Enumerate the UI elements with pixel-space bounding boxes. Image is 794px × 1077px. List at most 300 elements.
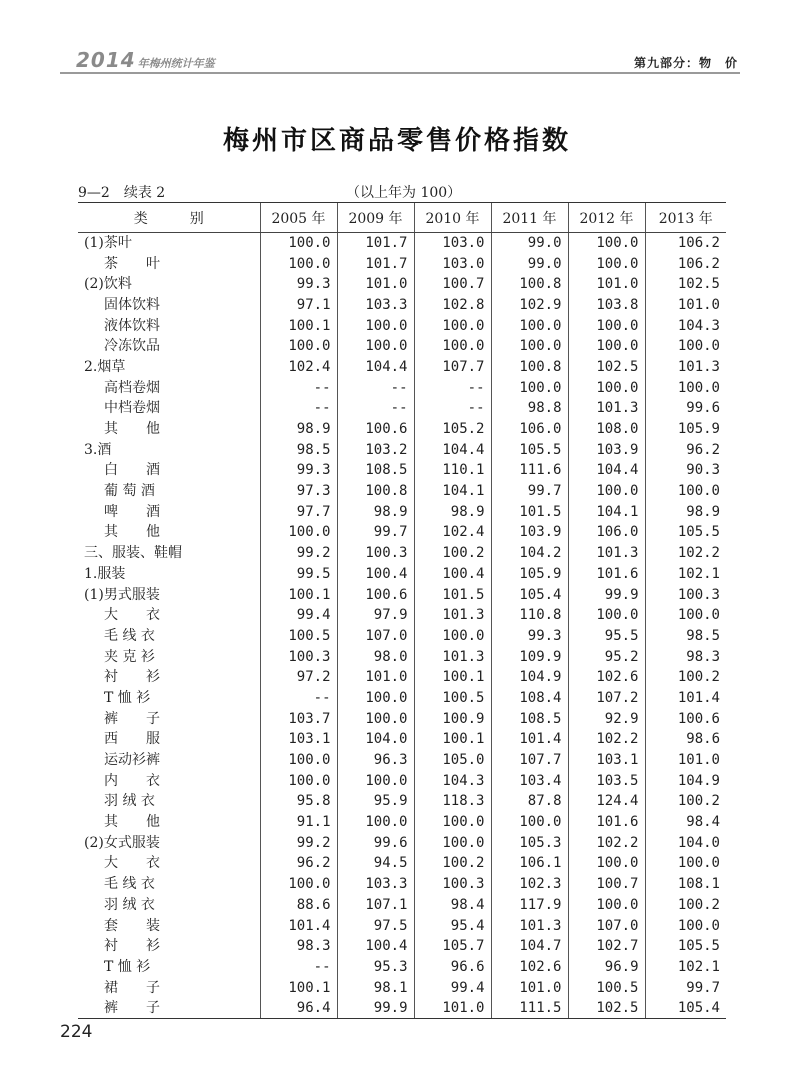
table-row: [78, 874, 726, 895]
table-row: [78, 501, 726, 522]
table-row: [78, 812, 726, 833]
column-header-2009: 2009 年: [337, 203, 414, 233]
index-value-2013: 105.4: [645, 998, 726, 1019]
yearbook-year: 2014: [76, 48, 136, 72]
index-value-2012: 101.3: [568, 543, 645, 564]
index-value-2012: 100.0: [568, 853, 645, 874]
index-value-2011: 100.0: [491, 336, 568, 357]
base-note: （以上年为 100）: [346, 185, 462, 201]
index-value-2005: 99.3: [260, 460, 337, 481]
row-category: 中档卷烟: [104, 400, 160, 417]
table-row: [78, 998, 726, 1019]
index-value-2009: 99.7: [337, 522, 414, 543]
index-value-2009: 97.5: [337, 915, 414, 936]
section-label: 第九部分：物 价: [633, 56, 738, 70]
index-value-2005: 100.0: [260, 770, 337, 791]
index-value-2009: 104.4: [337, 357, 414, 378]
row-category: T 恤 衫: [104, 958, 151, 975]
table-row: [78, 936, 726, 957]
index-value-2005: 96.2: [260, 853, 337, 874]
index-value-2013: 102.5: [645, 274, 726, 295]
index-value-2010: 98.9: [414, 501, 491, 522]
index-value-2010: 100.7: [414, 274, 491, 295]
index-value-2012: 103.8: [568, 295, 645, 316]
index-value-2009: 101.0: [337, 667, 414, 688]
index-value-2009: 100.4: [337, 564, 414, 585]
table-row: [78, 377, 726, 398]
index-value-2011: 117.9: [491, 895, 568, 916]
table-row: [78, 977, 726, 998]
index-value-2011: 111.5: [491, 998, 568, 1019]
table-row: [78, 419, 726, 440]
index-value-2012: 104.1: [568, 501, 645, 522]
index-value-2013: 98.4: [645, 812, 726, 833]
index-value-2009: 104.0: [337, 729, 414, 750]
index-value-2013: 100.0: [645, 377, 726, 398]
index-value-2009: 101.7: [337, 233, 414, 254]
index-value-2012: 102.2: [568, 832, 645, 853]
table-row: [78, 750, 726, 771]
index-value-2011: 103.9: [491, 522, 568, 543]
table-row: [78, 253, 726, 274]
index-value-2012: 100.5: [568, 977, 645, 998]
index-value-2010: 104.3: [414, 770, 491, 791]
index-value-2010: 102.8: [414, 295, 491, 316]
column-header-2011: 2011 年: [491, 203, 568, 233]
index-value-2011: 104.9: [491, 667, 568, 688]
index-value-2011: 99.3: [491, 626, 568, 647]
index-value-2012: 107.2: [568, 688, 645, 709]
index-value-2010: 118.3: [414, 791, 491, 812]
index-value-2012: 108.0: [568, 419, 645, 440]
index-value-2009: 103.2: [337, 439, 414, 460]
table-row: [78, 315, 726, 336]
index-value-2010: 105.0: [414, 750, 491, 771]
row-category: 毛 线 衣: [104, 876, 155, 893]
index-value-2005: 98.5: [260, 439, 337, 460]
index-value-2005: 100.0: [260, 253, 337, 274]
index-value-2011: 100.0: [491, 812, 568, 833]
table-header-row: [78, 203, 726, 233]
index-value-2012: 107.0: [568, 915, 645, 936]
row-category: 茶 叶: [104, 255, 160, 272]
index-value-2011: 104.2: [491, 543, 568, 564]
table-row: [78, 543, 726, 564]
index-value-2013: 98.9: [645, 501, 726, 522]
index-value-2005: 100.3: [260, 646, 337, 667]
table-body: [78, 233, 726, 1019]
table-row: [78, 605, 726, 626]
index-value-2009: 100.6: [337, 584, 414, 605]
column-header-2012: 2012 年: [568, 203, 645, 233]
index-value-2013: 108.1: [645, 874, 726, 895]
index-value-2010: 100.1: [414, 729, 491, 750]
index-value-2005: 88.6: [260, 895, 337, 916]
row-category: (2)饮料: [84, 276, 132, 293]
index-value-2012: 95.2: [568, 646, 645, 667]
index-value-2013: 104.3: [645, 315, 726, 336]
index-value-2011: 99.7: [491, 481, 568, 502]
row-category: 1.服装: [84, 565, 126, 582]
index-value-2011: 105.5: [491, 439, 568, 460]
index-value-2013: 104.9: [645, 770, 726, 791]
index-value-2005: 100.1: [260, 315, 337, 336]
index-value-2005: 100.1: [260, 977, 337, 998]
index-value-2010: 99.4: [414, 977, 491, 998]
row-category: 其 他: [104, 524, 160, 541]
table-row: [78, 564, 726, 585]
table-row: [78, 791, 726, 812]
index-value-2012: 101.3: [568, 398, 645, 419]
index-value-2010: 102.4: [414, 522, 491, 543]
index-value-2011: 101.4: [491, 729, 568, 750]
table-row: [78, 481, 726, 502]
index-value-2010: 103.0: [414, 233, 491, 254]
row-category: 西 服: [104, 731, 160, 748]
index-value-2010: 100.2: [414, 853, 491, 874]
index-value-2010: 105.7: [414, 936, 491, 957]
index-value-2005: 103.7: [260, 708, 337, 729]
index-value-2013: 99.7: [645, 977, 726, 998]
index-value-2009: 101.0: [337, 274, 414, 295]
index-value-2010: 100.4: [414, 564, 491, 585]
table-row: [78, 460, 726, 481]
row-category: 衬 衫: [104, 938, 160, 955]
page-number: 224: [60, 1022, 93, 1042]
table-row: [78, 853, 726, 874]
row-category: (1)茶叶: [84, 235, 132, 252]
index-value-2005: 100.0: [260, 336, 337, 357]
index-value-2010: 98.4: [414, 895, 491, 916]
index-value-2012: 101.0: [568, 274, 645, 295]
index-value-2012: 102.6: [568, 667, 645, 688]
index-value-2012: 100.0: [568, 605, 645, 626]
index-value-2013: 98.5: [645, 626, 726, 647]
index-value-2005: 97.2: [260, 667, 337, 688]
row-category: 其 他: [104, 421, 160, 438]
table-row: [78, 646, 726, 667]
index-value-2011: 100.0: [491, 315, 568, 336]
index-value-2009: 99.9: [337, 998, 414, 1019]
index-value-2009: 100.0: [337, 688, 414, 709]
index-value-2009: 98.0: [337, 646, 414, 667]
index-value-2009: 100.0: [337, 708, 414, 729]
index-value-2012: 100.0: [568, 336, 645, 357]
row-category: 大 衣: [104, 607, 160, 624]
index-value-2012: 102.5: [568, 357, 645, 378]
header-divider: [60, 72, 740, 74]
table-row: [78, 233, 726, 254]
index-value-2013: 101.3: [645, 357, 726, 378]
table-row: [78, 398, 726, 419]
index-value-2005: --: [260, 957, 337, 978]
index-value-2011: 104.7: [491, 936, 568, 957]
index-value-2012: 103.1: [568, 750, 645, 771]
table-row: [78, 688, 726, 709]
index-value-2009: 100.0: [337, 336, 414, 357]
index-value-2005: 97.3: [260, 481, 337, 502]
table-row: [78, 667, 726, 688]
index-value-2011: 108.5: [491, 708, 568, 729]
index-value-2011: 106.0: [491, 419, 568, 440]
table-row: [78, 729, 726, 750]
index-value-2012: 100.0: [568, 377, 645, 398]
index-value-2013: 101.0: [645, 295, 726, 316]
index-value-2013: 102.1: [645, 564, 726, 585]
index-value-2005: 98.3: [260, 936, 337, 957]
index-value-2009: 100.6: [337, 419, 414, 440]
index-value-2013: 101.4: [645, 688, 726, 709]
table-row: [78, 832, 726, 853]
index-value-2005: 99.4: [260, 605, 337, 626]
index-value-2005: 102.4: [260, 357, 337, 378]
index-value-2011: 108.4: [491, 688, 568, 709]
row-category: (1)男式服装: [84, 586, 160, 603]
index-value-2013: 100.0: [645, 853, 726, 874]
row-category: 毛 线 衣: [104, 627, 155, 644]
index-value-2011: 100.8: [491, 274, 568, 295]
index-value-2013: 105.9: [645, 419, 726, 440]
index-value-2009: 95.9: [337, 791, 414, 812]
table-row: [78, 439, 726, 460]
index-value-2013: 101.0: [645, 750, 726, 771]
index-value-2010: 100.5: [414, 688, 491, 709]
yearbook-brand: [76, 48, 215, 72]
index-value-2013: 106.2: [645, 233, 726, 254]
index-value-2013: 102.2: [645, 543, 726, 564]
index-value-2005: --: [260, 688, 337, 709]
index-value-2011: 87.8: [491, 791, 568, 812]
index-value-2010: 100.0: [414, 812, 491, 833]
index-value-2005: 91.1: [260, 812, 337, 833]
table-row: [78, 708, 726, 729]
index-value-2011: 110.8: [491, 605, 568, 626]
row-category: 液体饮料: [104, 317, 160, 334]
index-value-2010: 101.3: [414, 646, 491, 667]
table-row: [78, 522, 726, 543]
index-value-2012: 124.4: [568, 791, 645, 812]
index-value-2010: 100.9: [414, 708, 491, 729]
index-value-2012: 92.9: [568, 708, 645, 729]
column-header-2005: 2005 年: [260, 203, 337, 233]
index-value-2010: --: [414, 398, 491, 419]
index-value-2012: 101.6: [568, 812, 645, 833]
index-value-2010: 100.0: [414, 336, 491, 357]
page-header: [60, 42, 740, 72]
row-category: 羽 绒 衣: [104, 896, 155, 913]
row-category: 裤 子: [104, 710, 160, 727]
index-value-2009: --: [337, 398, 414, 419]
yearbook-title: 年梅州统计年鉴: [137, 57, 215, 70]
index-value-2011: 102.9: [491, 295, 568, 316]
row-category: 高档卷烟: [104, 379, 160, 396]
index-value-2009: 98.1: [337, 977, 414, 998]
index-value-2012: 103.9: [568, 439, 645, 460]
index-value-2013: 96.2: [645, 439, 726, 460]
row-category: 羽 绒 衣: [104, 793, 155, 810]
row-category: 运动衫裤: [104, 752, 160, 769]
table-row: [78, 895, 726, 916]
index-value-2010: --: [414, 377, 491, 398]
index-value-2013: 100.2: [645, 895, 726, 916]
index-value-2012: 99.9: [568, 584, 645, 605]
table-row: [78, 274, 726, 295]
index-value-2011: 105.3: [491, 832, 568, 853]
index-value-2005: 99.3: [260, 274, 337, 295]
index-value-2010: 100.0: [414, 315, 491, 336]
index-value-2009: 108.5: [337, 460, 414, 481]
row-category: 大 衣: [104, 855, 160, 872]
index-value-2005: 100.0: [260, 233, 337, 254]
row-category: 套 装: [104, 917, 160, 934]
row-category: 裤 子: [78, 998, 260, 1019]
table-row: [78, 357, 726, 378]
index-value-2011: 100.8: [491, 357, 568, 378]
index-value-2009: 100.8: [337, 481, 414, 502]
row-category: T 恤 衫: [104, 689, 151, 706]
index-value-2013: 98.3: [645, 646, 726, 667]
index-value-2011: 109.9: [491, 646, 568, 667]
index-value-2005: --: [260, 398, 337, 419]
index-value-2013: 100.3: [645, 584, 726, 605]
price-index-table: [78, 202, 726, 1019]
index-value-2005: 98.9: [260, 419, 337, 440]
row-category: 葡 萄 酒: [104, 483, 155, 500]
index-value-2009: 97.9: [337, 605, 414, 626]
index-value-2013: 100.2: [645, 791, 726, 812]
index-value-2013: 105.5: [645, 522, 726, 543]
index-value-2013: 106.2: [645, 253, 726, 274]
row-category: 白 酒: [104, 462, 160, 479]
index-value-2009: 94.5: [337, 853, 414, 874]
index-value-2010: 100.1: [414, 667, 491, 688]
index-value-2009: 103.3: [337, 295, 414, 316]
table-row: [78, 626, 726, 647]
row-category: 夹 克 衫: [104, 648, 155, 665]
index-value-2011: 101.3: [491, 915, 568, 936]
index-value-2010: 101.5: [414, 584, 491, 605]
row-category: 内 衣: [104, 772, 160, 789]
index-value-2012: 103.5: [568, 770, 645, 791]
index-value-2012: 102.2: [568, 729, 645, 750]
index-value-2013: 100.2: [645, 667, 726, 688]
index-value-2012: 104.4: [568, 460, 645, 481]
index-value-2013: 98.6: [645, 729, 726, 750]
index-value-2011: 101.5: [491, 501, 568, 522]
index-value-2005: 101.4: [260, 915, 337, 936]
index-value-2012: 100.0: [568, 895, 645, 916]
index-value-2005: 100.1: [260, 584, 337, 605]
index-value-2013: 102.1: [645, 957, 726, 978]
index-value-2011: 111.6: [491, 460, 568, 481]
index-value-2012: 96.9: [568, 957, 645, 978]
index-value-2013: 99.6: [645, 398, 726, 419]
index-value-2010: 100.3: [414, 874, 491, 895]
index-value-2005: 100.5: [260, 626, 337, 647]
index-value-2005: 103.1: [260, 729, 337, 750]
index-value-2013: 90.3: [645, 460, 726, 481]
index-value-2010: 100.0: [414, 832, 491, 853]
row-category: (2)女式服装: [84, 834, 160, 851]
index-value-2009: 100.0: [337, 812, 414, 833]
index-value-2011: 103.4: [491, 770, 568, 791]
index-value-2012: 102.7: [568, 936, 645, 957]
row-category: 衬 衫: [104, 669, 160, 686]
index-value-2009: 103.3: [337, 874, 414, 895]
index-value-2010: 107.7: [414, 357, 491, 378]
index-value-2010: 104.4: [414, 439, 491, 460]
row-category: 2.烟草: [84, 358, 126, 375]
table-code: 9—2 续表 2: [78, 185, 166, 201]
index-value-2012: 102.5: [568, 998, 645, 1019]
index-value-2010: 101.0: [414, 998, 491, 1019]
index-value-2013: 100.0: [645, 605, 726, 626]
index-value-2012: 100.0: [568, 481, 645, 502]
column-header-2010: 2010 年: [414, 203, 491, 233]
index-value-2005: 97.1: [260, 295, 337, 316]
index-value-2011: 105.4: [491, 584, 568, 605]
row-category: 冷冻饮品: [104, 338, 160, 355]
row-category: 固体饮料: [104, 296, 160, 313]
table-row: [78, 295, 726, 316]
table-row: [78, 584, 726, 605]
index-value-2005: 99.2: [260, 832, 337, 853]
index-value-2010: 100.0: [414, 626, 491, 647]
index-value-2009: 107.0: [337, 626, 414, 647]
index-value-2005: 96.4: [260, 998, 337, 1019]
index-value-2005: 100.0: [260, 874, 337, 895]
row-category: 三、服装、鞋帽: [84, 545, 182, 562]
index-value-2011: 100.0: [491, 377, 568, 398]
index-value-2009: 99.6: [337, 832, 414, 853]
index-value-2010: 104.1: [414, 481, 491, 502]
index-value-2012: 95.5: [568, 626, 645, 647]
index-value-2010: 96.6: [414, 957, 491, 978]
column-header-2013: 2013 年: [645, 203, 726, 233]
page-title: 梅州市区商品零售价格指数: [222, 126, 571, 156]
index-value-2010: 95.4: [414, 915, 491, 936]
column-header-category: 类 别: [78, 203, 260, 233]
index-value-2010: 103.0: [414, 253, 491, 274]
index-value-2009: 100.0: [337, 770, 414, 791]
index-value-2009: 98.9: [337, 501, 414, 522]
index-value-2012: 100.0: [568, 253, 645, 274]
index-value-2011: 105.9: [491, 564, 568, 585]
index-value-2009: 100.3: [337, 543, 414, 564]
index-value-2012: 106.0: [568, 522, 645, 543]
index-value-2005: 100.0: [260, 522, 337, 543]
index-value-2012: 100.0: [568, 315, 645, 336]
index-value-2013: 104.0: [645, 832, 726, 853]
row-category: 啤 酒: [104, 503, 160, 520]
index-value-2005: 95.8: [260, 791, 337, 812]
index-value-2011: 107.7: [491, 750, 568, 771]
index-value-2012: 101.6: [568, 564, 645, 585]
index-value-2013: 100.0: [645, 336, 726, 357]
table-row: [78, 336, 726, 357]
index-value-2013: 105.5: [645, 936, 726, 957]
index-value-2009: 101.7: [337, 253, 414, 274]
index-value-2011: 99.0: [491, 253, 568, 274]
index-value-2009: 96.3: [337, 750, 414, 771]
index-value-2010: 105.2: [414, 419, 491, 440]
index-value-2011: 106.1: [491, 853, 568, 874]
index-value-2009: 100.0: [337, 315, 414, 336]
index-value-2013: 100.0: [645, 481, 726, 502]
index-value-2013: 100.0: [645, 915, 726, 936]
row-category: 裙 子: [104, 979, 160, 996]
index-value-2011: 102.3: [491, 874, 568, 895]
